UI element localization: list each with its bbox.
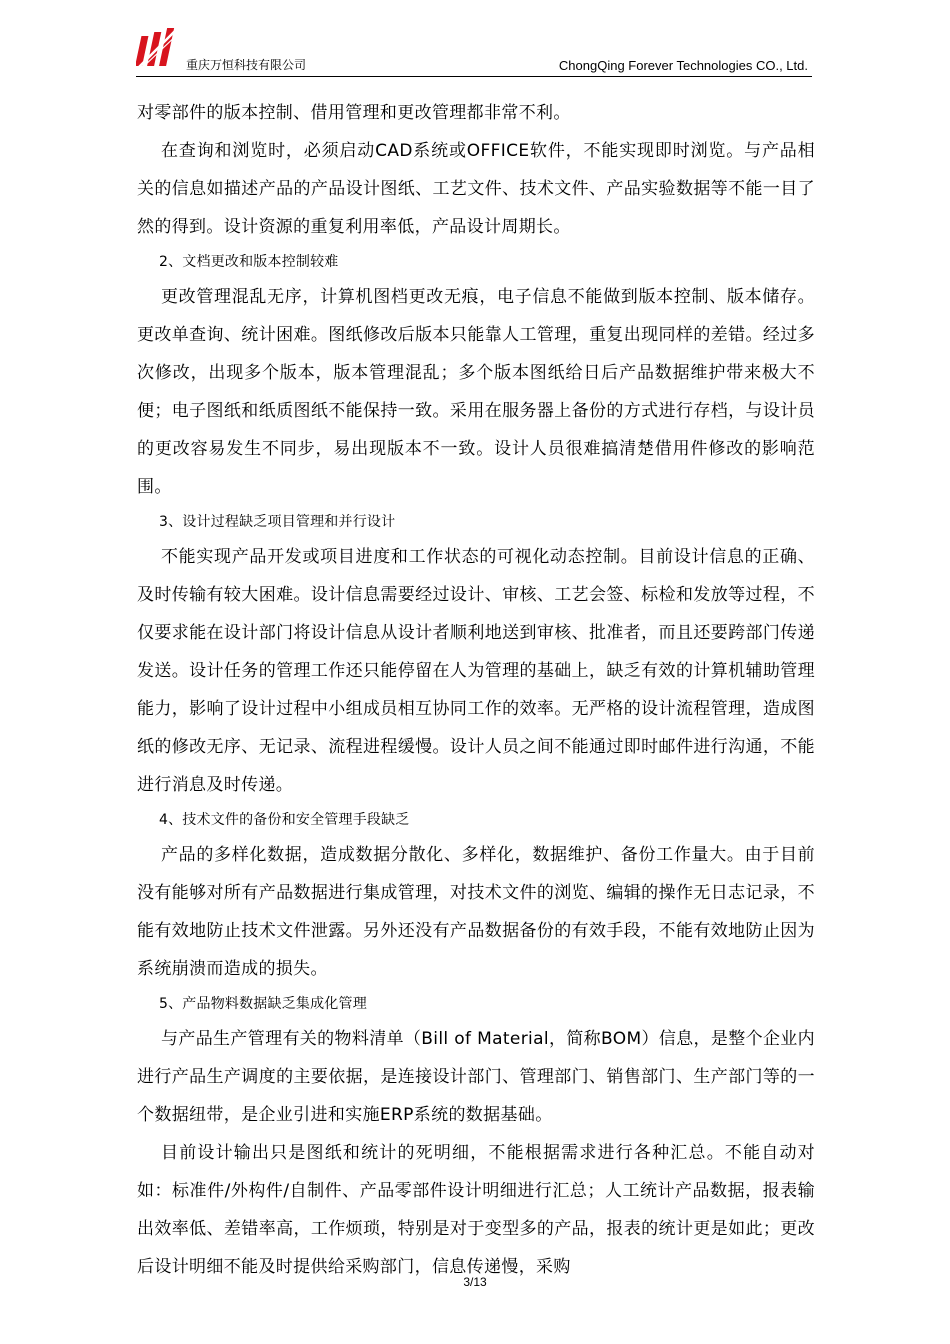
page-header (136, 24, 812, 78)
paragraph: 不能实现产品开发或项目进度和工作状态的可视化动态控制。目前设计信息的正确、及时传输有较大困难。设计信息需要经过设计、审核、工艺会签、标检和发放等过程，不仅要求能在设计部门将设计信息从设计者顺利地送到审核、批准者，而且还要跨部门传递发送。设计任务的管理工作还只能停留在人为管理的基础上，缺乏有效的计算机辅助管理能力，影响了设计过程中小组成员相互协同工作的效率。无严格的设计流程管理，造成图纸的修改无序、无记录、流程进程缓慢。设计人员之间不能通过即时邮件进行沟通，不能进行消息及时传递。 (137, 547, 815, 795)
company-name-cn: 重庆万恒科技有限公司 (186, 58, 307, 72)
paragraph: 产品的多样化数据，造成数据分散化、多样化，数据维护、备份工作量大。由于目前没有能够对所有产品数据进行集成管理，对技术文件的浏览、编辑的操作无日志记录，不能有效地防止技术文件泄露。另外还没有产品数据备份的有效手段，不能有效地防止因为系统崩溃而造成的损失。 (137, 845, 815, 979)
paragraph: 在查询和浏览时，必须启动CAD系统或OFFICE软件，不能实现即时浏览。与产品相关的信息如描述产品的产品设计图纸、工艺文件、技术文件、产品实验数据等不能一目了然的得到。设计资源的重复利用率低，产品设计周期长。 (137, 141, 815, 237)
paragraph: 对零部件的版本控制、借用管理和更改管理都非常不利。 (137, 103, 571, 123)
section-heading: 2、文档更改和版本控制较难 (159, 254, 339, 270)
company-logo-icon (136, 24, 182, 70)
company-name-en: ChongQing Forever Technologies CO., Ltd. (558, 58, 808, 73)
header-divider (136, 76, 812, 77)
paragraph: 更改管理混乱无序，计算机图档更改无痕，电子信息不能做到版本控制、版本储存。更改单查询、统计困难。图纸修改后版本只能靠人工管理，重复出现同样的差错。经过多次修改，出现多个版本，版本管理混乱；多个版本图纸给日后产品数据维护带来极大不便；电子图纸和纸质图纸不能保持一致。采用在服务器上备份的方式进行存档，与设计员的更改容易发生不同步，易出现版本不一致。设计人员很难搞清楚借用件修改的影响范围。 (137, 287, 815, 497)
paragraph: 目前设计输出只是图纸和统计的死明细，不能根据需求进行各种汇总。不能自动对如：标准件/外构件/自制件、产品零部件设计明细进行汇总；人工统计产品数据，报表输出效率低、差错率高，工作烦琐，特别是对于变型多的产品，报表的统计更是如此；更改后设计明细不能及时提供给采购部门，信息传递慢，采购 (137, 1143, 815, 1277)
section-heading: 5、产品物料数据缺乏集成化管理 (159, 996, 367, 1012)
paragraph: 与产品生产管理有关的物料清单（Bill of Material，简称BOM）信息，是整个企业内进行产品生产调度的主要依据，是连接设计部门、管理部门、销售部门、生产部门等的一个数据纽带，是企业引进和实施ERP系统的数据基础。 (137, 1029, 815, 1125)
section-heading: 4、技术文件的备份和安全管理手段缺乏 (159, 812, 410, 828)
document-body (137, 94, 815, 1286)
section-heading: 3、设计过程缺乏项目管理和并行设计 (159, 514, 396, 530)
page-number: 3/13 (463, 1275, 487, 1289)
